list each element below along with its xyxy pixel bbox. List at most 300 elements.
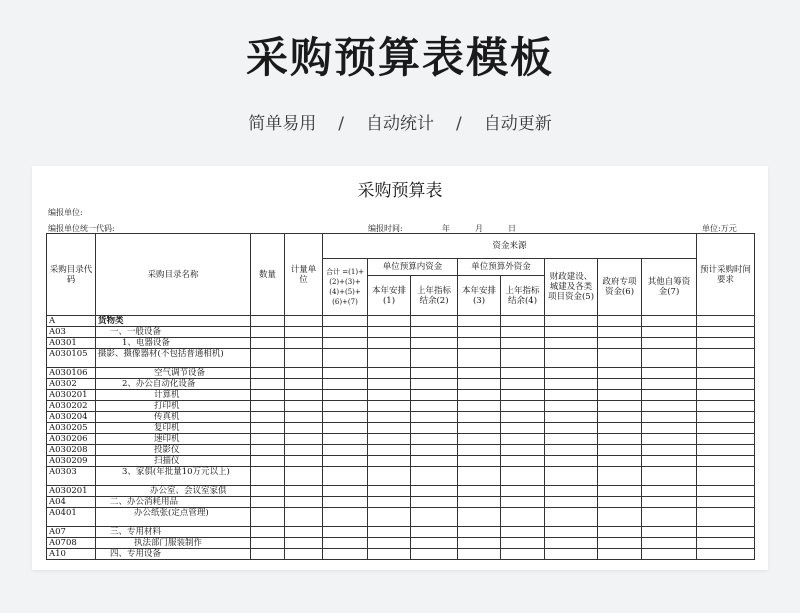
cell-code: A10 [47, 549, 96, 560]
cell-name: 速印机 [96, 434, 251, 445]
cell-empty [411, 527, 458, 538]
cell-empty [458, 538, 501, 549]
budget-table [46, 233, 755, 560]
cell-name: 办公室、会议室家俱 [96, 486, 251, 497]
table-row [47, 538, 755, 549]
col-header-budget-in: 单位预算内资金 [368, 259, 458, 276]
cell-name: 3、家俱(年批量10万元以上) [96, 467, 251, 486]
col-header-name: 采购目录名称 [96, 234, 251, 316]
cell-empty [458, 456, 501, 467]
cell-empty [501, 486, 545, 497]
cell-empty [697, 456, 755, 467]
cell-empty [598, 527, 642, 538]
table-row [47, 379, 755, 390]
cell-empty [598, 349, 642, 368]
cell-empty [697, 423, 755, 434]
cell-empty [501, 390, 545, 401]
table-row [47, 486, 755, 497]
cell-empty [411, 338, 458, 349]
org-label: 编报单位: [48, 208, 83, 217]
page-title: 采购预算表模板 [245, 33, 554, 82]
cell-empty [642, 456, 697, 467]
cell-empty [545, 390, 598, 401]
cell-empty [545, 434, 598, 445]
cell-empty [697, 508, 755, 527]
cell-empty [501, 349, 545, 368]
cell-empty [411, 538, 458, 549]
cell-empty [251, 527, 285, 538]
cell-empty [368, 338, 411, 349]
table-row [47, 368, 755, 379]
cell-empty [697, 445, 755, 456]
cell-empty [458, 379, 501, 390]
table-row [47, 316, 755, 327]
cell-empty [458, 390, 501, 401]
cell-empty [285, 445, 323, 456]
cell-empty [323, 368, 368, 379]
cell-empty [545, 538, 598, 549]
table-row [47, 508, 755, 527]
cell-empty [251, 412, 285, 423]
table-row [47, 401, 755, 412]
cell-empty [411, 549, 458, 560]
cell-empty [545, 401, 598, 412]
month-label: 月 [475, 224, 483, 233]
cell-empty [501, 527, 545, 538]
table-row [47, 456, 755, 467]
cell-empty [368, 434, 411, 445]
cell-empty [251, 486, 285, 497]
cell-empty [458, 445, 501, 456]
col-header-budget-out: 单位预算外资金 [458, 259, 545, 276]
cell-empty [458, 527, 501, 538]
cell-empty [458, 467, 501, 486]
cell-empty [458, 549, 501, 560]
cell-code: A030106 [47, 368, 96, 379]
cell-empty [285, 527, 323, 538]
cell-empty [545, 338, 598, 349]
cell-empty [411, 412, 458, 423]
cell-name: 摄影、摄像器材(不包括普通相机) [96, 349, 251, 368]
cell-empty [323, 486, 368, 497]
cell-name: 三、专用材料 [96, 527, 251, 538]
col-header-funds: 资金来源 [323, 234, 697, 259]
cell-empty [642, 379, 697, 390]
cell-empty [411, 368, 458, 379]
cell-empty [251, 456, 285, 467]
feature-auto-stat: 自动统计 [366, 114, 434, 134]
cell-empty [251, 368, 285, 379]
cell-empty [545, 445, 598, 456]
cell-empty [251, 327, 285, 338]
cell-empty [642, 467, 697, 486]
cell-empty [598, 368, 642, 379]
cell-empty [251, 423, 285, 434]
cell-empty [545, 508, 598, 527]
cell-empty [285, 327, 323, 338]
col-header-unit: 计量单位 [285, 234, 323, 316]
cell-empty [545, 349, 598, 368]
cell-empty [501, 401, 545, 412]
cell-empty [323, 549, 368, 560]
cell-empty [598, 401, 642, 412]
cell-empty [697, 338, 755, 349]
cell-code: A030201 [47, 390, 96, 401]
cell-empty [642, 434, 697, 445]
date-label: 编报时间: [368, 224, 403, 233]
cell-empty [501, 456, 545, 467]
cell-empty [323, 456, 368, 467]
day-label: 日 [508, 224, 516, 233]
cell-name: 货物类 [96, 316, 251, 327]
cell-empty [598, 445, 642, 456]
cell-empty [368, 390, 411, 401]
cell-empty [642, 497, 697, 508]
cell-empty [323, 538, 368, 549]
cell-empty [285, 497, 323, 508]
cell-empty [323, 316, 368, 327]
table-row [47, 338, 755, 349]
cell-code: A030208 [47, 445, 96, 456]
cell-empty [411, 486, 458, 497]
cell-empty [642, 486, 697, 497]
cell-code: A0301 [47, 338, 96, 349]
col-header-other: 其他自筹资金(7) [642, 259, 697, 316]
cell-empty [458, 423, 501, 434]
cell-empty [458, 338, 501, 349]
cell-empty [598, 423, 642, 434]
cell-empty [598, 412, 642, 423]
cell-empty [598, 508, 642, 527]
cell-empty [368, 549, 411, 560]
cell-empty [501, 538, 545, 549]
cell-empty [411, 467, 458, 486]
cell-empty [368, 445, 411, 456]
cell-empty [251, 316, 285, 327]
cell-empty [411, 316, 458, 327]
cell-empty [545, 316, 598, 327]
cell-empty [251, 349, 285, 368]
cell-empty [545, 456, 598, 467]
cell-empty [501, 497, 545, 508]
cell-empty [501, 549, 545, 560]
table-row [47, 467, 755, 486]
cell-empty [598, 338, 642, 349]
table-row [47, 445, 755, 456]
cell-empty [501, 316, 545, 327]
col-header-this-year-out: 本年安排(3) [458, 276, 501, 316]
cell-empty [285, 390, 323, 401]
cell-code: A030205 [47, 423, 96, 434]
cell-empty [458, 497, 501, 508]
cell-empty [251, 445, 285, 456]
cell-empty [323, 390, 368, 401]
cell-empty [368, 486, 411, 497]
cell-name: 打印机 [96, 401, 251, 412]
cell-name: 二、办公消耗用品 [96, 497, 251, 508]
table-row [47, 434, 755, 445]
cell-empty [697, 527, 755, 538]
cell-empty [501, 423, 545, 434]
cell-name: 空气调节设备 [96, 368, 251, 379]
cell-empty [697, 390, 755, 401]
cell-empty [285, 538, 323, 549]
cell-code: A03 [47, 327, 96, 338]
cell-empty [697, 497, 755, 508]
cell-empty [642, 527, 697, 538]
cell-empty [323, 527, 368, 538]
cell-empty [458, 412, 501, 423]
col-header-time: 预计采购时间要求 [697, 234, 755, 316]
cell-empty [598, 316, 642, 327]
cell-empty [368, 412, 411, 423]
cell-empty [285, 349, 323, 368]
cell-empty [323, 401, 368, 412]
cell-empty [323, 423, 368, 434]
cell-empty [368, 508, 411, 527]
cell-empty [501, 467, 545, 486]
cell-empty [411, 456, 458, 467]
table-row [47, 527, 755, 538]
cell-empty [642, 349, 697, 368]
col-header-code: 采购目录代码 [47, 234, 96, 316]
cell-empty [368, 401, 411, 412]
cell-name: 四、专用设备 [96, 549, 251, 560]
cell-empty [285, 508, 323, 527]
table-row [47, 412, 755, 423]
cell-empty [642, 401, 697, 412]
feature-auto-update: 自动更新 [483, 114, 552, 134]
col-header-last-year-out: 上年指标结余(4) [501, 276, 545, 316]
col-header-this-year: 本年安排(1) [368, 276, 411, 316]
cell-empty [642, 316, 697, 327]
cell-empty [251, 379, 285, 390]
cell-empty [411, 327, 458, 338]
col-header-fiscal: 财政建设、城建及各类项目资金(5) [545, 259, 598, 316]
cell-empty [501, 379, 545, 390]
cell-empty [458, 508, 501, 527]
cell-empty [697, 327, 755, 338]
cell-name: 扫描仪 [96, 456, 251, 467]
cell-empty [697, 368, 755, 379]
cell-empty [458, 327, 501, 338]
cell-empty [368, 423, 411, 434]
cell-empty [323, 338, 368, 349]
cell-empty [251, 434, 285, 445]
org-code-label: 编报单位统一代码: [48, 224, 115, 233]
cell-empty [411, 445, 458, 456]
cell-empty [697, 412, 755, 423]
feature-list [0, 112, 800, 136]
cell-empty [251, 508, 285, 527]
cell-empty [598, 549, 642, 560]
cell-name: 执法部门服装制作 [96, 538, 251, 549]
cell-empty [411, 401, 458, 412]
cell-empty [545, 379, 598, 390]
cell-name: 传真机 [96, 412, 251, 423]
cell-code: A030204 [47, 412, 96, 423]
cell-empty [285, 486, 323, 497]
cell-code: A07 [47, 527, 96, 538]
cell-empty [323, 327, 368, 338]
cell-empty [545, 497, 598, 508]
cell-empty [501, 368, 545, 379]
cell-empty [285, 316, 323, 327]
cell-empty [598, 456, 642, 467]
cell-empty [251, 538, 285, 549]
feature-easy: 简单易用 [248, 114, 317, 134]
cell-empty [545, 327, 598, 338]
cell-empty [598, 467, 642, 486]
cell-code: A0708 [47, 538, 96, 549]
cell-empty [368, 538, 411, 549]
cell-code: A04 [47, 497, 96, 508]
feature-separator: / [338, 114, 344, 134]
spreadsheet-preview [32, 166, 768, 570]
cell-empty [411, 390, 458, 401]
cell-empty [501, 508, 545, 527]
cell-empty [458, 349, 501, 368]
cell-empty [642, 368, 697, 379]
cell-empty [697, 538, 755, 549]
cell-code: A030206 [47, 434, 96, 445]
cell-empty [642, 423, 697, 434]
cell-empty [323, 349, 368, 368]
cell-empty [642, 412, 697, 423]
cell-name: 一、一般设备 [96, 327, 251, 338]
cell-empty [285, 434, 323, 445]
cell-empty [323, 412, 368, 423]
cell-empty [545, 467, 598, 486]
cell-empty [411, 349, 458, 368]
cell-empty [598, 327, 642, 338]
cell-empty [368, 368, 411, 379]
cell-name: 复印机 [96, 423, 251, 434]
cell-empty [285, 456, 323, 467]
cell-empty [368, 327, 411, 338]
cell-empty [323, 467, 368, 486]
table-row [47, 497, 755, 508]
table-row [47, 423, 755, 434]
cell-name: 计算机 [96, 390, 251, 401]
cell-name: 1、电器设备 [96, 338, 251, 349]
cell-code: A030202 [47, 401, 96, 412]
cell-empty [642, 445, 697, 456]
unit-label: 单位:万元 [702, 224, 737, 233]
cell-empty [501, 338, 545, 349]
cell-code: A030209 [47, 456, 96, 467]
cell-empty [323, 508, 368, 527]
cell-empty [642, 338, 697, 349]
cell-empty [251, 338, 285, 349]
cell-empty [458, 368, 501, 379]
cell-empty [697, 401, 755, 412]
cell-empty [598, 486, 642, 497]
cell-empty [598, 538, 642, 549]
col-header-total: 合计 =(1)+(2)+(3)+(4)+(5)+(6)+(7) [323, 259, 368, 316]
cell-empty [285, 401, 323, 412]
cell-empty [368, 379, 411, 390]
cell-empty [697, 434, 755, 445]
cell-empty [501, 445, 545, 456]
cell-empty [285, 412, 323, 423]
sheet-title: 采购预算表 [357, 181, 443, 201]
cell-name: 投影仪 [96, 445, 251, 456]
col-header-qty: 数量 [251, 234, 285, 316]
cell-empty [285, 549, 323, 560]
col-header-gov: 政府专项资金(6) [598, 259, 642, 316]
table-row [47, 390, 755, 401]
cell-empty [598, 379, 642, 390]
cell-empty [411, 423, 458, 434]
cell-code: A [47, 316, 96, 327]
table-row [47, 549, 755, 560]
cell-empty [697, 549, 755, 560]
cell-empty [545, 549, 598, 560]
cell-empty [368, 497, 411, 508]
cell-empty [458, 434, 501, 445]
cell-name: 办公纸张(定点管理) [96, 508, 251, 527]
cell-empty [368, 527, 411, 538]
cell-empty [368, 467, 411, 486]
cell-empty [323, 434, 368, 445]
year-label: 年 [442, 224, 450, 233]
cell-code: A0302 [47, 379, 96, 390]
cell-empty [598, 434, 642, 445]
cell-empty [323, 445, 368, 456]
cell-empty [697, 379, 755, 390]
cell-code: A0303 [47, 467, 96, 486]
cell-empty [368, 456, 411, 467]
cell-empty [598, 497, 642, 508]
table-row [47, 327, 755, 338]
cell-empty [642, 538, 697, 549]
cell-empty [285, 423, 323, 434]
cell-empty [285, 338, 323, 349]
cell-empty [458, 401, 501, 412]
cell-empty [411, 434, 458, 445]
cell-empty [697, 349, 755, 368]
cell-empty [545, 486, 598, 497]
cell-empty [368, 349, 411, 368]
cell-empty [251, 390, 285, 401]
cell-empty [285, 467, 323, 486]
cell-empty [251, 467, 285, 486]
cell-empty [642, 390, 697, 401]
cell-empty [323, 379, 368, 390]
cell-empty [545, 412, 598, 423]
cell-empty [545, 527, 598, 538]
cell-empty [642, 327, 697, 338]
cell-empty [501, 327, 545, 338]
cell-code: A030105 [47, 349, 96, 368]
cell-empty [697, 316, 755, 327]
cell-empty [642, 508, 697, 527]
cell-empty [251, 497, 285, 508]
cell-empty [697, 467, 755, 486]
cell-empty [411, 379, 458, 390]
cell-empty [411, 508, 458, 527]
cell-code: A030201 [47, 486, 96, 497]
feature-separator: / [456, 114, 462, 134]
cell-empty [285, 368, 323, 379]
cell-code: A0401 [47, 508, 96, 527]
cell-empty [251, 401, 285, 412]
cell-empty [545, 368, 598, 379]
cell-empty [642, 549, 697, 560]
cell-empty [285, 379, 323, 390]
cell-empty [458, 486, 501, 497]
